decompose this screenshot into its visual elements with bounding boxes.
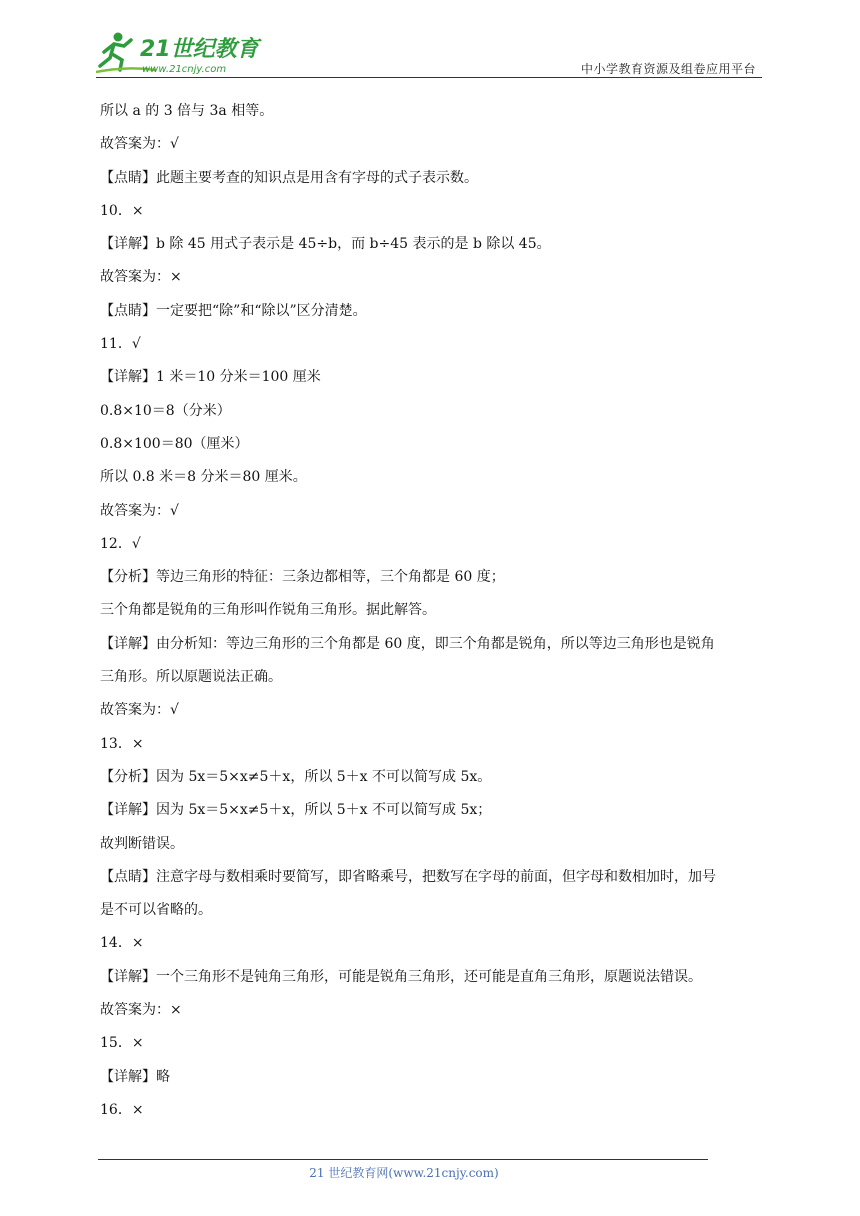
logo-21cnjy: [96, 30, 266, 78]
text-line: 【分析】等边三角形的特征：三条边都相等，三个角都是 60 度；: [100, 569, 505, 586]
text-line: 0.8×100＝80（厘米）: [100, 435, 249, 452]
text-line: 【详解】一个三角形不是钝角三角形，可能是锐角三角形，还可能是直角三角形，原题说法错误。: [100, 968, 702, 985]
text-line: 【详解】由分析知：等边三角形的三个角都是 60 度，即三个角都是锐角，所以等边三角形也是锐角: [100, 635, 715, 652]
text-line: 故答案为：×: [100, 1002, 182, 1019]
question-number: 15．×: [100, 1035, 144, 1052]
text-line: 故判断错误。: [100, 835, 184, 852]
text-line: 【点睛】注意字母与数相乘时要简写，即省略乘号，把数写在字母的前面，但字母和数相加时，加号: [100, 868, 716, 885]
text-line: 【点睛】一定要把“除”和“除以”区分清楚。: [100, 302, 367, 319]
text-line: 【分析】因为 5x＝5×x≠5＋x，所以 5＋x 不可以简写成 5x。: [100, 768, 492, 785]
svg-text:21世纪教育: 21世纪教育: [140, 37, 259, 62]
text-line: 【点睛】此题主要考查的知识点是用含有字母的式子表示数。: [100, 169, 478, 186]
page-header: [0, 0, 860, 82]
footer-site: 21 世纪教育网(www.21cnjy.com): [309, 1166, 499, 1180]
question-number: 14．×: [100, 935, 144, 952]
text-line: 0.8×10＝8（分米）: [100, 402, 231, 419]
text-line: 所以 a 的 3 倍与 3a 相等。: [100, 103, 274, 119]
answer-content: [100, 100, 764, 1132]
question-number: 16．×: [100, 1101, 144, 1118]
question-number: 12．√: [100, 535, 141, 552]
question-number: 13．×: [100, 735, 144, 752]
text-line: 故答案为：×: [100, 269, 182, 286]
text-line: 故答案为：√: [100, 136, 179, 153]
text-line: 故答案为：√: [100, 502, 179, 519]
platform-name: 中小学教育资源及组卷应用平台: [580, 62, 756, 76]
text-line: 故答案为：√: [100, 702, 179, 719]
text-line: 【详解】1 米＝10 分米＝100 厘米: [100, 369, 321, 386]
header-divider: [96, 77, 762, 78]
footer-divider: [98, 1159, 708, 1160]
text-line: 是不可以省略的。: [100, 902, 212, 919]
question-number: 10．×: [100, 202, 144, 219]
text-line: 【详解】b 除 45 用式子表示是 45÷b，而 b÷45 表示的是 b 除以 45。: [100, 236, 551, 253]
text-line: 三角形。所以原题说法正确。: [100, 669, 282, 686]
svg-text:www.21cnjy.com: www.21cnjy.com: [142, 64, 227, 75]
question-number: 11．√: [100, 336, 141, 353]
text-line: 【详解】略: [100, 1068, 170, 1085]
text-line: 【详解】因为 5x＝5×x≠5＋x，所以 5＋x 不可以简写成 5x；: [100, 802, 492, 819]
text-line: 三个角都是锐角的三角形叫作锐角三角形。据此解答。: [100, 602, 436, 619]
text-line: 所以 0.8 米＝8 分米＝80 厘米。: [100, 469, 307, 486]
